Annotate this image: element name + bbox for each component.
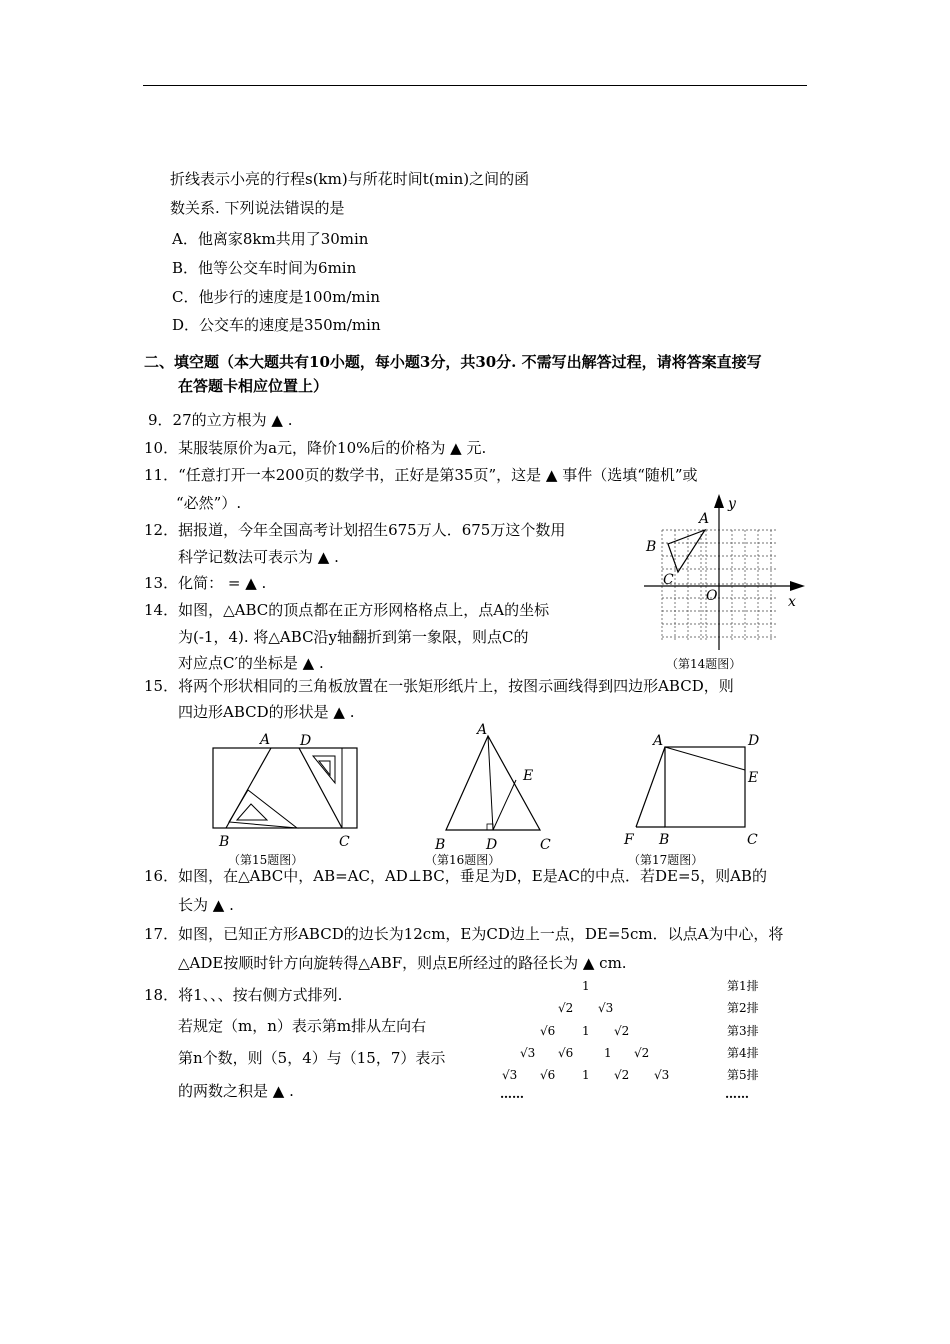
figure-14-grid [630,490,810,680]
fig14-label-b: B [646,539,657,555]
fig15-label-a: A [260,732,271,748]
figure-15-rectangle [205,728,365,853]
q11-line2: “必然”）. [176,494,242,512]
q12-line1: 12．据报道，今年全国高考计划招生675万人．675万这个数用 [144,521,566,539]
fig18-row-label-5: 第5排 [727,1068,759,1082]
fig14-label-o: O [706,588,718,604]
q8-line2: 数关系. 下列说法错误的是 [170,199,345,217]
q14-line1: 14．如图，△ABC的顶点都在正方形网格格点上，点A的坐标 [144,601,550,619]
fig17-label-a: A [653,733,664,749]
fig18-r2-c1: √2 [558,1001,574,1015]
q8-option-a: A．他离家8km共用了30min [172,230,369,248]
q17-line1: 17．如图，已知正方形ABCD的边长为12cm，E为CD边上一点，DE=5cm．以点A为中心，将 [144,925,784,943]
fig16-label-b: B [435,837,446,853]
section2-header-line2: 在答题卡相应位置上） [178,377,329,395]
q18-line4: 的两数之积是 ▲ . [178,1082,294,1100]
q18-line2: 若规定（m，n）表示第m排从左向右 [178,1017,427,1035]
q11-line1: 11．“任意打开一本200页的数学书，正好是第35页”，这是 ▲ 事件（选填“随机”或 [144,466,698,484]
q17-line2: △ADE按顺时针方向旋转得△ABF，则点E所经过的路径长为 ▲ cm. [178,954,627,972]
figure-17-square [615,728,775,853]
section2-header-line1: 二、填空题（本大题共有10小题，每小题3分，共30分. 不需写出解答过程，请将答案直接写 [144,353,762,371]
fig16-label-e: E [523,768,534,784]
q12-line2: 科学记数法可表示为 ▲ . [178,548,339,566]
q16-line2: 长为 ▲ . [178,896,234,914]
fig17-label-b: B [659,832,670,848]
fig14-label-x: x [788,594,796,610]
q15-line2: 四边形ABCD的形状是 ▲ . [178,703,355,721]
fig15-label-c: C [339,834,350,850]
fig18-row-label-4: 第4排 [727,1046,759,1060]
fig18-r3-c3: √2 [614,1024,630,1038]
fig18-row-label-3: 第3排 [727,1024,759,1038]
q14-line3: 对应点C′的坐标是 ▲ . [178,654,324,672]
q8-line1: 折线表示小亮的行程s(km)与所花时间t(min)之间的函 [170,170,530,188]
fig18-row-label-2: 第2排 [727,1001,759,1015]
q18-line1: 18．将1、、、按右侧方式排列. [144,986,343,1004]
fig18-row-label-1: 第1排 [727,979,759,993]
caption-fig17: （第17题图） [628,853,704,867]
fig18-ellipsis-left: …… [500,1087,524,1101]
q10: 10．某服装原价为a元，降价10%后的价格为 ▲ 元. [144,439,487,457]
fig17-label-c: C [747,832,758,848]
q8-option-c: C．他步行的速度是100m/min [172,288,381,306]
fig16-label-d: D [486,837,498,853]
fig18-r4-c4: √2 [634,1046,650,1060]
fig17-label-e: E [748,770,759,786]
fig18-r5-c1: √3 [502,1068,518,1082]
fig18-r4-c1: √3 [520,1046,536,1060]
fig18-r5-c3: 1 [582,1068,590,1082]
fig18-r5-c5: √3 [654,1068,670,1082]
figure-16-triangle [430,718,560,858]
header-rule [143,85,807,86]
q16-line1: 16．如图，在△ABC中，AB=AC，AD⊥BC，垂足为D，E是AC的中点．若DE=5，则AB的 [144,867,767,885]
fig18-r1-c1: 1 [582,979,590,993]
fig18-r4-c2: √6 [558,1046,574,1060]
fig18-ellipsis-right: …… [725,1087,749,1101]
fig15-label-d: D [300,733,312,749]
q8-option-d: D．公交车的速度是350m/min [172,316,381,334]
fig18-r3-c2: 1 [582,1024,590,1038]
fig18-r2-c2: √3 [598,1001,614,1015]
fig15-label-b: B [219,834,230,850]
fig17-label-d: D [748,733,760,749]
fig14-label-y: y [728,496,736,512]
q8-option-b: B．他等公交车时间为6min [172,259,357,277]
q14-line2: 为(-1，4). 将△ABC沿y轴翻折到第一象限，则点C的 [178,628,529,646]
q9: 9．27的立方根为 ▲ . [148,411,293,429]
fig18-r4-c3: 1 [604,1046,612,1060]
fig18-r3-c1: √6 [540,1024,556,1038]
fig16-label-a: A [477,722,488,738]
caption-fig15: （第15题图） [228,853,304,867]
fig14-label-a: A [699,511,710,527]
fig18-r5-c4: √2 [614,1068,630,1082]
fig18-r5-c2: √6 [540,1068,556,1082]
caption-fig16: （第16题图） [425,853,501,867]
fig17-label-f: F [624,832,634,848]
q15-line1: 15．将两个形状相同的三角板放置在一张矩形纸片上，按图示画线得到四边形ABCD，则 [144,677,734,695]
caption-fig14: （第14题图） [666,657,742,671]
fig14-label-c: C [663,572,674,588]
q18-line3: 第n个数，则（5，4）与（15，7）表示 [178,1049,446,1067]
q13: 13．化简： = ▲ . [144,574,267,592]
fig16-label-c: C [540,837,551,853]
